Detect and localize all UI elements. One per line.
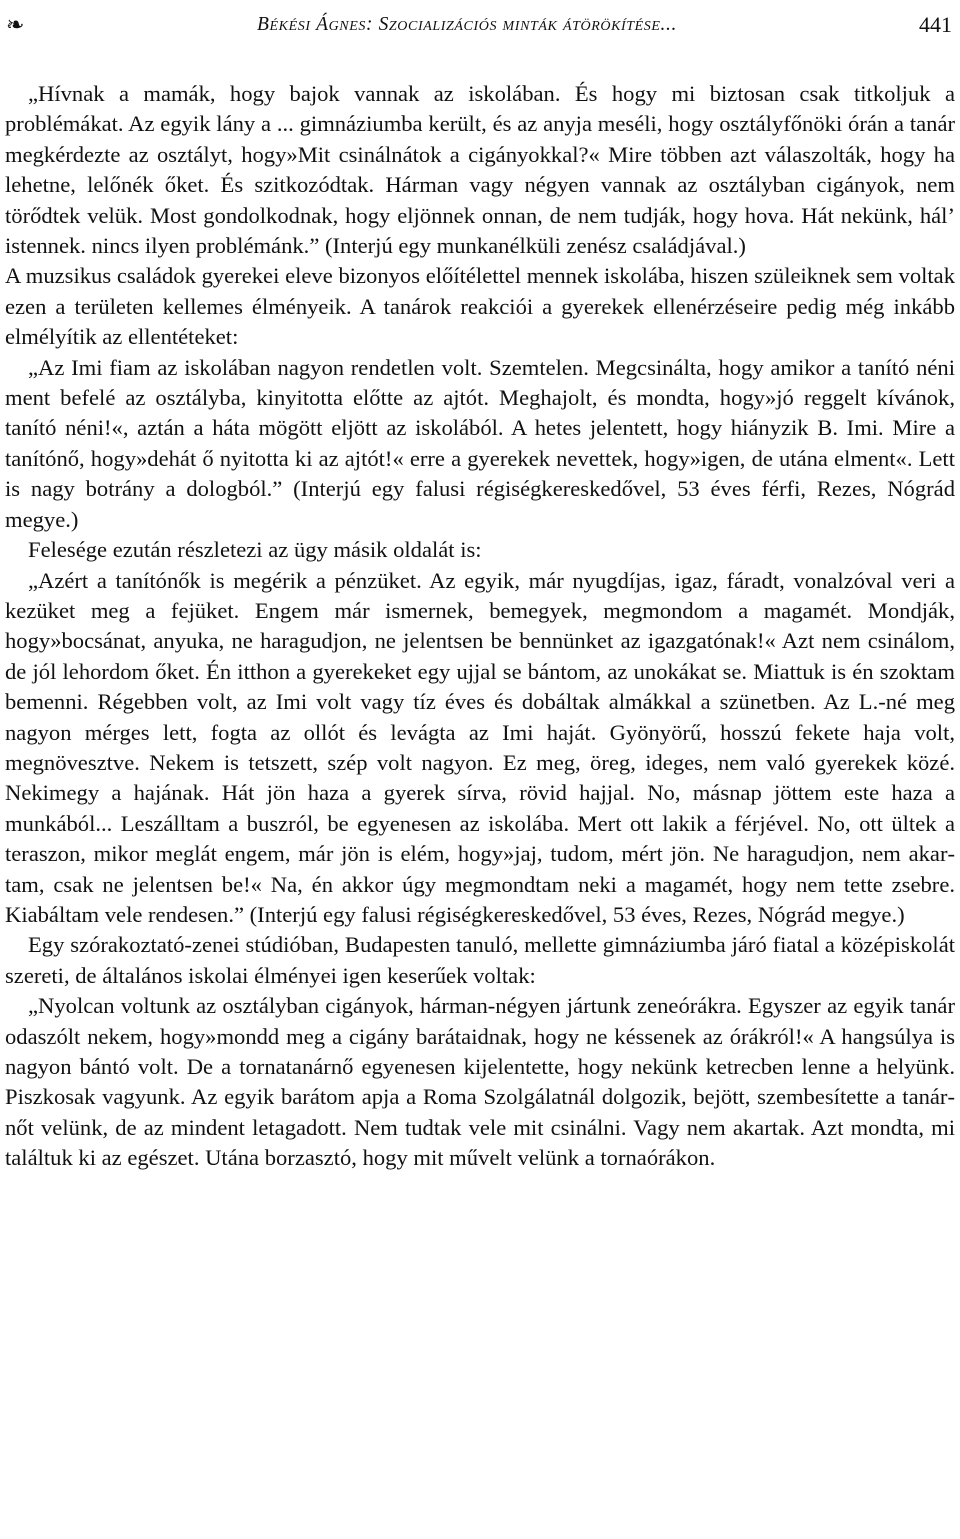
quote-paragraph-1: „Hívnak a mamák, hogy bajok vannak az iskolában. És hogy mi biztosan csak titkoljuk a problémákat. Az egyik lány a ... gimnáziumba került, és az anyja meséli, hogy osztályfőnöki órán a tanár megkérdezte az osztályt, hogy»Mit csinálnátok a cigányokkal?« Mire többen azt válaszolták, hogy ha lehetne, lelőnék őket. És szitkozódtak. Hárman vagy négyen vannak az osztályban cigányok, nem törődtek velük. Most gondolkodnak, hogy eljönnek onnan, de nem tudják, hogy hova. Hát nekünk, hál’ istennek. nincs ilyen problémánk.” (Interjú egy munkanélküli zenész családjával.) xyxy=(5,81,955,259)
narrative-paragraph-2: Felesége ezután részletezi az ügy másik oldalát is: xyxy=(28,537,482,563)
quote-paragraph-3: „Azért a tanítónők is megérik a pénzüket. Az egyik, már nyugdíjas, igaz, fáradt, vonalzóval veri a kezüket meg a fejüket. Engem már ismernek, bemegyek, megmondom a magamét. Mondják, hogy»bocsánat, anyuka, ne haragudjon, ne jelentsen be bennünket az igazgatónak!« Azt nem csinálom, de jól lehordom őket. Én itthon a gyerekeket egy ujjal se bántom, az unokákat se. Miattuk is én szoktam bemenni. Régebben volt, az Imi volt vagy tíz éves és dobáltak almákkal a szünetben. Az L.-né meg nagyon mérges lett, fogta az ollót és levágta az Imi haját. Gyönyörű, hosszú fekete haja volt, megnövesztve. Nekem is tetszett, szép volt nagyon. Ez meg, öreg, ideges, nem való gyerekek közé. Nekimegy a hajának. Hát jön haza a gyerek sírva, rövid hajjal. No, másnap jöttem este haza a munkából... Leszálltam a buszról, be egyenesen az iskolába. Mert ott lakik a férjével. No, ott ültek a teraszon, mikor meglát engem, már jön is elém, hogy»jaj, tudom, mért jön. Ne haragudjon, nem akartam, csak ne jelentsen be!« Na, én akkor úgy megmondtam neki a magamét, hogy nem tette zsebre. Kiabáltam vele rendesen.” (Interjú egy falusi régiségkereskedővel, 53 éves, Rezes, Nógrád megye.) xyxy=(5,567,955,927)
narrative-paragraph-3: Egy szórakoztató-zenei stúdióban, Budapesten tanuló, mellette gimnáziumba járó fiatal a középiskolát szereti, de általános iskolai élményei igen keserűek voltak: xyxy=(5,932,955,988)
narrative-paragraph-1: A muzsikus családok gyerekei eleve bizonyos előítélettel mennek iskolába, hiszen szüleiknek sem voltak ezen a területen kellemes élményeik. A tanárok reakciói a gyerekek ellenérzéseire pedig még inkább elmélyítik az ellentéteket: xyxy=(5,263,955,350)
quote-paragraph-2: „Az Imi fiam az iskolában nagyon rendetlen volt. Szemtelen. Megcsinálta, hogy amikor a tanító néni ment befelé az osztályba, kinyitotta előtte az ajtót. Meghajolt, és mondta, hogy»jó reggelt kívánok, tanító néni!«, aztán a háta mögött eljött az iskolából. A hetes jelentett, hogy hiányzik B. Imi. Mire a tanítónő, hogy»dehát ő nyitotta ki az ajtót!« erre a gyerekek nevettek, hogy»igen, de utána elment«. Lett is nagy botrány a dologból.” (Interjú egy falusi régiségkereskedővel, 53 éves férfi, Rezes, Nógrád megye.) xyxy=(5,354,955,532)
running-title: Békési Ágnes: Szocializációs minták átörökítése... xyxy=(257,14,677,35)
page-number: 441 xyxy=(919,12,952,37)
body-text xyxy=(5,79,955,1174)
fleuron-icon: ❧ xyxy=(6,12,25,37)
running-header xyxy=(6,10,952,40)
quote-paragraph-4: „Nyolcan voltunk az osztályban cigányok, hárman-négyen jártunk zeneórákra. Egyszer az egyik tanár odaszólt nekem, hogy»mondd meg a cigány barátaidnak, hogy ne késsenek az órákról!« A hangsúlya is nagyon bántó volt. De a tornatanárnő egyenesen kijelentette, hogy nekünk ketrecben lenne a helyünk. Piszkosak vagyunk. Az egyik barátom apja a Roma Szolgálatnál dolgozik, bejött, szembesítette a tanárnőt velünk, de az mindent letagadott. Nem tudtak vele mit csinálni. Vagy nem akartak. Azt mondta, mi találtuk ki az egészet. Utána borzasztó, hogy mit művelt velünk a tornaórákon. xyxy=(5,993,955,1171)
